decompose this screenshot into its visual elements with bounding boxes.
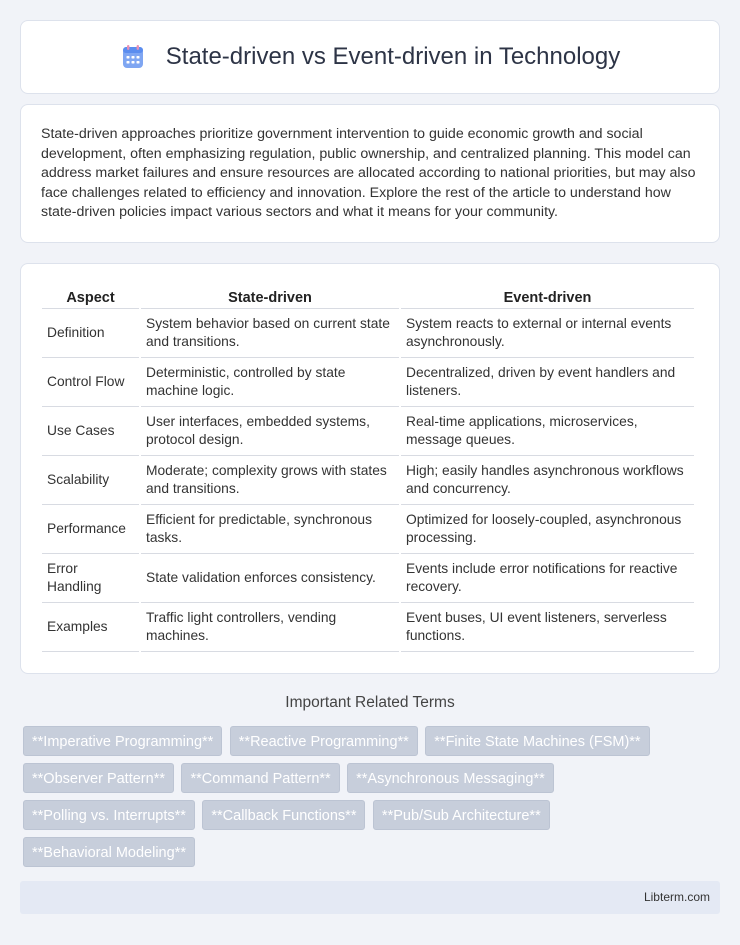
related-term-tag[interactable]: **Polling vs. Interrupts** <box>23 800 195 830</box>
document-grid-icon <box>120 44 146 70</box>
table-row <box>42 309 694 358</box>
related-terms-title: Important Related Terms <box>285 694 455 711</box>
table-cell-event: Event buses, UI event listeners, serverless functions. <box>401 603 694 652</box>
table-row <box>42 456 694 505</box>
related-term-tag[interactable]: **Observer Pattern** <box>23 763 174 793</box>
table-cell-aspect: Examples <box>42 603 139 652</box>
table-cell-state: Moderate; complexity grows with states and transitions. <box>141 456 399 505</box>
table-cell-state: Deterministic, controlled by state machine logic. <box>141 358 399 407</box>
table-row <box>42 407 694 456</box>
table-cell-aspect: Control Flow <box>42 358 139 407</box>
column-header-state-driven: State-driven <box>141 284 399 309</box>
related-term-tag[interactable]: **Imperative Programming** <box>23 726 222 756</box>
table-cell-state: State validation enforces consistency. <box>141 554 399 603</box>
table-cell-aspect: Performance <box>42 505 139 554</box>
table-cell-aspect: Definition <box>42 309 139 358</box>
comparison-table <box>40 284 696 652</box>
page-title: State-driven vs Event-driven in Technology <box>165 43 621 70</box>
table-header-row <box>42 284 694 309</box>
related-term-tag[interactable]: **Command Pattern** <box>181 763 339 793</box>
table-cell-state: Efficient for predictable, synchronous tasks. <box>141 505 399 554</box>
related-term-tag[interactable]: **Finite State Machines (FSM)** <box>425 726 649 756</box>
related-term-tag[interactable]: **Asynchronous Messaging** <box>347 763 554 793</box>
table-row <box>42 603 694 652</box>
related-term-tag[interactable]: **Pub/Sub Architecture** <box>373 800 550 830</box>
table-cell-event: High; easily handles asynchronous workflows and concurrency. <box>401 456 694 505</box>
related-term-tag[interactable]: **Callback Functions** <box>202 800 365 830</box>
table-cell-state: User interfaces, embedded systems, protocol design. <box>141 407 399 456</box>
table-cell-event: Optimized for loosely-coupled, asynchronous processing. <box>401 505 694 554</box>
intro-card <box>20 104 720 243</box>
table-cell-event: Events include error notifications for reactive recovery. <box>401 554 694 603</box>
table-row <box>42 358 694 407</box>
table-row <box>42 505 694 554</box>
header-card <box>20 20 720 94</box>
related-term-tag[interactable]: **Reactive Programming** <box>230 726 418 756</box>
intro-paragraph: State-driven approaches prioritize government intervention to guide economic growth and social development, often emphasizing regulation, public ownership, and centralized planning. This model can address market failures and ensure resources are allocated according to national priorities, but may also face challenges related to efficiency and innovation. Explore the rest of the article to understand how state-driven policies impact various sectors and what it means for your community. <box>41 126 696 221</box>
table-cell-state: System behavior based on current state and transitions. <box>141 309 399 358</box>
table-cell-event: Real-time applications, microservices, message queues. <box>401 407 694 456</box>
footer-site-link[interactable]: Libterm.com <box>643 890 710 904</box>
related-term-tag[interactable]: **Behavioral Modeling** <box>23 837 195 867</box>
column-header-event-driven: Event-driven <box>401 284 694 309</box>
footer <box>20 881 720 914</box>
table-cell-event: Decentralized, driven by event handlers and listeners. <box>401 358 694 407</box>
table-cell-state: Traffic light controllers, vending machines. <box>141 603 399 652</box>
column-header-aspect: Aspect <box>42 284 139 309</box>
table-cell-aspect: Scalability <box>42 456 139 505</box>
table-cell-aspect: Use Cases <box>42 407 139 456</box>
table-cell-aspect: Error Handling <box>42 554 139 603</box>
table-cell-event: System reacts to external or internal events asynchronously. <box>401 309 694 358</box>
related-terms-tags <box>23 726 723 874</box>
table-row <box>42 554 694 603</box>
comparison-table-card <box>20 263 720 674</box>
